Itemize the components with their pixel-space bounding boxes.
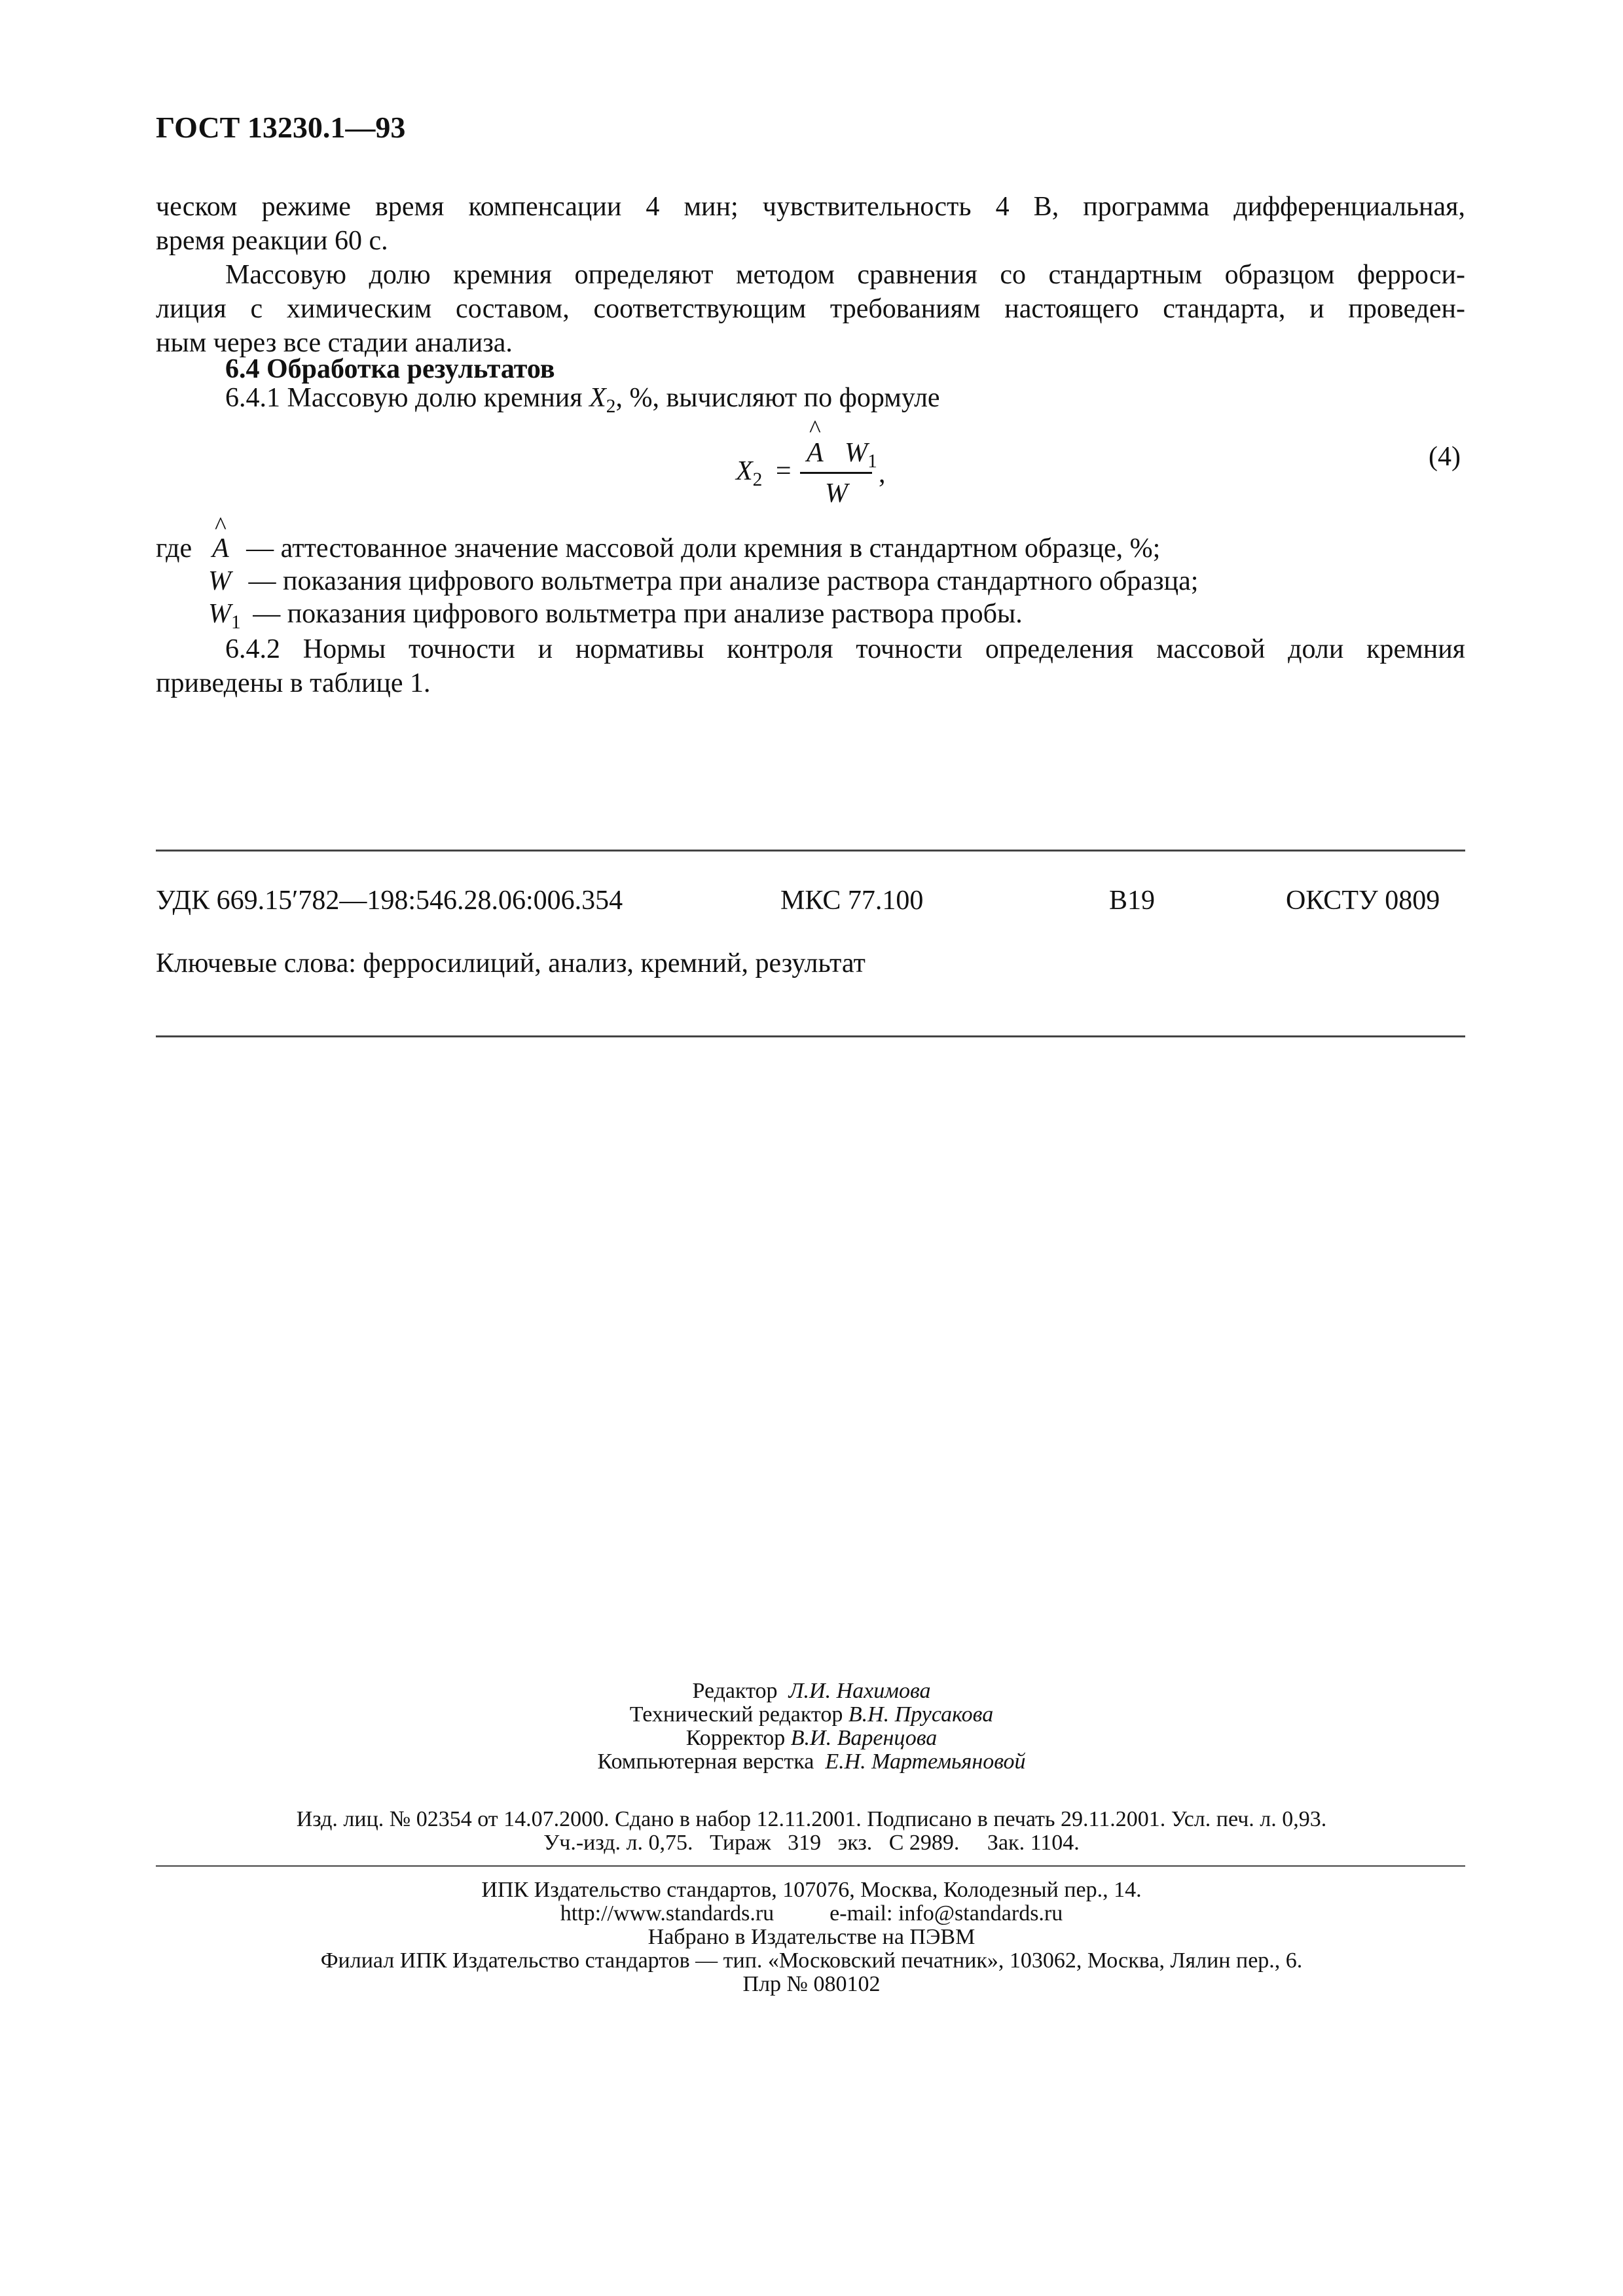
legend-text: — показания цифрового вольтметра при анализе раствора стандартного образца;: [248, 566, 1199, 596]
paragraph-1-line-1: ческом режиме время компенсации 4 мин; чувствительность 4 В, программа дифференциальная,: [156, 192, 1465, 222]
group-code: В19: [1109, 886, 1156, 916]
publisher-line-1: ИПК Издательство стандартов, 107076, Москва, Колодезный пер., 14.: [481, 1878, 1142, 1902]
clause-6-4-1-variable: X: [589, 383, 606, 413]
clause-6-4-1-text-end: , %, вычисляют по формуле: [615, 383, 940, 413]
mks-code: МКС 77.100: [780, 886, 924, 916]
formula-denominator: W: [825, 478, 848, 509]
imprint: [0, 1808, 1623, 1855]
legend-symbol-sub: 1: [231, 611, 241, 633]
clause-6-4-2-line-2: приведены в таблице 1.: [156, 668, 431, 698]
credit-role: Корректор: [685, 1726, 786, 1750]
paragraph-2-line-1: Массовую долю кремния определяют методом сравнения со стандартным образцом ферроси-: [225, 260, 1465, 290]
publisher-line-4: Филиал ИПК Издательство стандартов — тип. «Московский печатник», 103062, Москва, Лялин пер., 6.: [320, 1948, 1303, 1973]
paragraph-2-line-3: ным через все стадии анализа.: [156, 328, 513, 358]
publisher: [0, 1878, 1623, 1996]
clause-6-4-1: [156, 381, 1465, 415]
credit-name: Е.Н. Мартемьяновой: [825, 1749, 1026, 1774]
publisher-line-3: Набрано в Издательстве на ПЭВМ: [647, 1925, 976, 1949]
formula-comma: ,: [879, 459, 886, 489]
keywords: Ключевые слова: ферросилиций, анализ, кремний, результат: [156, 948, 866, 978]
imprint-divider: [156, 1865, 1465, 1867]
divider-top: [156, 850, 1465, 852]
paragraph-1-line-2: время реакции 60 с.: [156, 226, 388, 256]
okstu-code: ОКСТУ 0809: [1286, 886, 1440, 916]
formula-fraction-bar: [800, 472, 872, 474]
divider-bottom: [156, 1035, 1465, 1037]
credit-editor: [0, 1679, 1623, 1703]
legend-item-w: [208, 564, 1198, 598]
legend-symbol: ^ A: [212, 531, 229, 565]
credit-name: Л.И. Нахимова: [788, 1679, 931, 1703]
credit-layout: [0, 1750, 1623, 1774]
credits: [0, 1679, 1623, 1774]
section-title: 6.4 Обработка результатов: [225, 354, 555, 384]
formula-num-a: ^ A: [807, 437, 824, 469]
formula-lhs-sub: 2: [752, 469, 763, 490]
credit-proofreader: [0, 1727, 1623, 1750]
clause-6-4-1-variable-sub: 2: [606, 395, 616, 417]
legend-text: — показания цифрового вольтметра при анализе раствора пробы.: [253, 599, 1023, 629]
clause-6-4-1-text: 6.4.1 Массовую долю кремния: [225, 383, 590, 413]
legend-item-a: [212, 531, 1160, 565]
paragraph-2-line-2: лиция с химическим составом, соответствующим требованиям настоящего стандарта, и проведен-: [156, 294, 1465, 324]
where-label: где: [156, 533, 192, 564]
legend-item-w1: [208, 597, 1023, 631]
credit-role: Редактор: [692, 1679, 778, 1703]
credit-tech-editor: [0, 1703, 1623, 1727]
imprint-line-2: Уч.-изд. л. 0,75. Тираж 319 экз. С 2989. Зак. 1104.: [543, 1831, 1080, 1855]
formula-num-w-sub: 1: [867, 450, 877, 472]
udk-code: УДК 669.15′782—198:546.28.06:006.354: [156, 886, 623, 916]
imprint-line-1: Изд. лиц. № 02354 от 14.07.2000. Сдано в набор 12.11.2001. Подписано в печать 29.11.2001. Усл. печ. л. 0,93.: [296, 1807, 1327, 1831]
legend-text: — аттестованное значение массовой доли кремния в стандартном образце, %;: [246, 533, 1161, 564]
credit-name: В.Н. Прусакова: [848, 1702, 994, 1727]
credit-role: Технический редактор: [629, 1702, 843, 1727]
legend-symbol: W: [208, 599, 231, 629]
clause-6-4-2-line-1: 6.4.2 Нормы точности и нормативы контроля точности определения массовой доли кремния: [225, 634, 1465, 664]
credit-role: Компьютерная верстка: [597, 1749, 814, 1774]
credit-name: В.И. Варенцова: [790, 1726, 938, 1750]
publisher-line-5: Плр № 080102: [742, 1972, 881, 1996]
document-code: ГОСТ 13230.1—93: [156, 111, 406, 144]
formula-numerator: [807, 437, 877, 472]
formula-number: (4): [1429, 442, 1461, 472]
legend-symbol: W: [208, 566, 231, 596]
formula-lhs: [736, 456, 792, 490]
formula-lhs-var: X: [736, 456, 753, 486]
formula-num-w: W: [845, 438, 868, 468]
formula-equals: =: [775, 456, 792, 486]
publisher-line-2: http://www.standards.ru e-mail: info@standards.ru: [560, 1901, 1063, 1926]
